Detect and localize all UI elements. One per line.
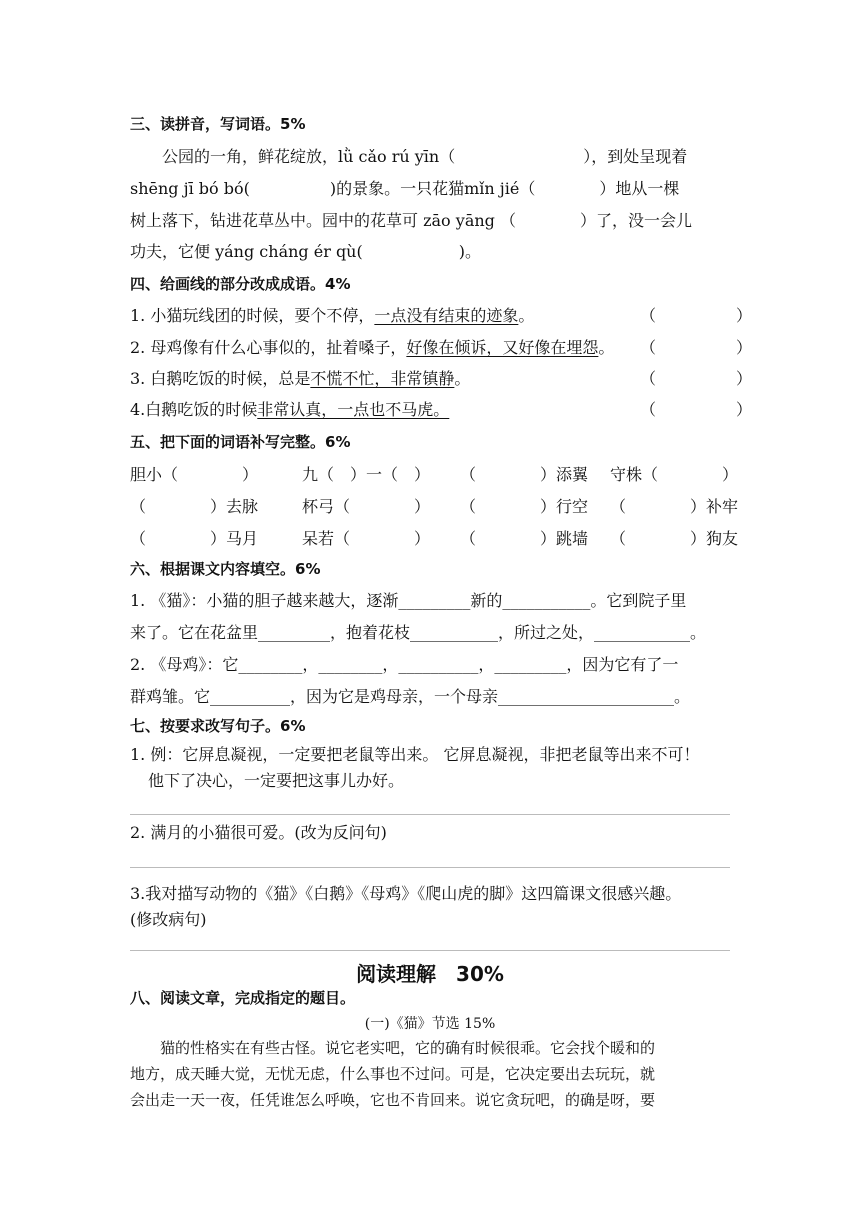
- s4-item-1-blank[interactable]: （ ）: [640, 306, 753, 325]
- s3-line-3: 树上落下，钻进花草丛中。园中的花草可 zāo yāng （ ）了，没一会儿: [130, 211, 692, 230]
- s5-cell[interactable]: 呆若（ ）: [302, 529, 431, 548]
- s5-cell[interactable]: 杯弓（ ）: [302, 497, 431, 516]
- s4-item-2: [130, 337, 753, 359]
- s4-item-4-text: 4.白鹅吃饭的时候: [130, 400, 258, 419]
- s4-item-1-underlined: 一点没有结束的迹象: [374, 306, 519, 325]
- s5-cell[interactable]: 守株（ ）: [610, 465, 739, 484]
- answer-line[interactable]: [130, 950, 730, 951]
- s5-cell[interactable]: （ ）跳墙: [460, 529, 589, 548]
- passage-line-2: 地方，成天睡大觉，无忧无虑，什么事也不过问。可是，它决定要出去玩玩，就: [130, 1065, 656, 1083]
- reading-title: 阅读理解 30%: [356, 962, 504, 986]
- s6-line-4: 群鸡雏。它__________，因为它是鸡母亲，一个母亲______________________。: [130, 687, 691, 706]
- section-5-heading: 五、把下面的词语补写完整。6%: [130, 433, 351, 451]
- s5-cell[interactable]: （ ）补牢: [610, 497, 739, 516]
- s5-cell[interactable]: （ ）去脉: [130, 497, 259, 516]
- s4-item-3: [130, 368, 753, 390]
- s6-line-2: 来了。它在花盆里_________，抱着花枝___________，所过之处，____________。: [130, 623, 707, 642]
- s4-item-1-end: 。: [518, 306, 535, 325]
- s3-line-4: 功夫，它便 yáng cháng ér qù( )。: [130, 242, 481, 261]
- passage-subtitle: (一)《猫》节选 15%: [364, 1016, 496, 1032]
- s5-cell[interactable]: （ ）马月: [130, 529, 259, 548]
- s4-item-4-blank[interactable]: （ ）: [640, 400, 753, 419]
- s4-item-4-underlined: 非常认真，一点也不马虎。: [257, 400, 450, 419]
- s5-cell[interactable]: （ ）狗友: [610, 529, 739, 548]
- section-7-heading: 七、按要求改写句子。6%: [130, 717, 306, 735]
- s4-item-3-underlined: 不慌不忙，非常镇静: [310, 369, 455, 388]
- section-4-heading: 四、给画线的部分改成成语。4%: [130, 275, 351, 293]
- s7-q1-example: 1. 例：它屏息凝视，一定要把老鼠等出来。 它屏息凝视，非把老鼠等出来不可！: [130, 745, 700, 764]
- s5-cell[interactable]: 九（ ）一（ ）: [302, 465, 431, 484]
- s5-cell[interactable]: （ ）行空: [460, 497, 589, 516]
- s7-q3-sentence: 3.我对描写动物的《猫》《白鹅》《母鸡》《爬山虎的脚》这四篇课文很感兴趣。: [130, 884, 682, 903]
- s6-line-3: 2. 《母鸡》：它________，________，__________，_________，因为它有了一: [130, 655, 679, 674]
- answer-line[interactable]: [130, 867, 730, 868]
- s4-item-2-text: 2. 母鸡像有什么心事似的，扯着嗓子，: [130, 338, 407, 357]
- section-8-heading: 八、阅读文章，完成指定的题目。: [130, 989, 356, 1007]
- passage-line-3: 会出走一天一夜，任凭谁怎么呼唤，它也不肯回来。说它贪玩吧，的确是呀，要: [130, 1091, 656, 1109]
- s6-line-1: 1. 《猫》：小猫的胆子越来越大，逐渐_________新的___________。它到院子里: [130, 591, 687, 610]
- s4-item-2-underlined: 好像在倾诉，又好像在埋怨: [406, 338, 599, 357]
- passage-line-1: 猫的性格实在有些古怪。说它老实吧，它的确有时候很乖。它会找个暖和的: [130, 1039, 656, 1057]
- s4-item-3-end: 。: [454, 369, 471, 388]
- s4-item-3-blank[interactable]: （ ）: [640, 369, 753, 388]
- s4-item-4: [130, 399, 753, 421]
- s7-q1-sentence: 他下了决心，一定要把这事儿办好。: [148, 771, 405, 790]
- s3-line-1: 公园的一角，鲜花绽放，lǜ cǎo rú yīn（ ），到处呈现着: [130, 147, 688, 166]
- section-3-heading: 三、读拼音，写词语。5%: [130, 115, 306, 133]
- s5-cell[interactable]: 胆小（ ）: [130, 465, 259, 484]
- s4-item-1: [130, 305, 753, 327]
- s7-q3-instruction: (修改病句): [130, 910, 207, 929]
- s3-line-2: shēng jī bó bó( )的景象。一只花猫mǐn jié（ ）地从一棵: [130, 179, 680, 198]
- s4-item-2-blank[interactable]: （ ）: [640, 338, 753, 357]
- s4-item-1-text: 1. 小猫玩线团的时候，要个不停，: [130, 306, 375, 325]
- answer-line[interactable]: [130, 814, 730, 815]
- section-6-heading: 六、根据课文内容填空。6%: [130, 560, 321, 578]
- s5-cell[interactable]: （ ）添翼: [460, 465, 589, 484]
- s4-item-3-text: 3. 白鹅吃饭的时候，总是: [130, 369, 311, 388]
- s4-item-2-end: 。: [598, 338, 615, 357]
- s7-q2: 2. 满月的小猫很可爱。(改为反问句): [130, 823, 387, 842]
